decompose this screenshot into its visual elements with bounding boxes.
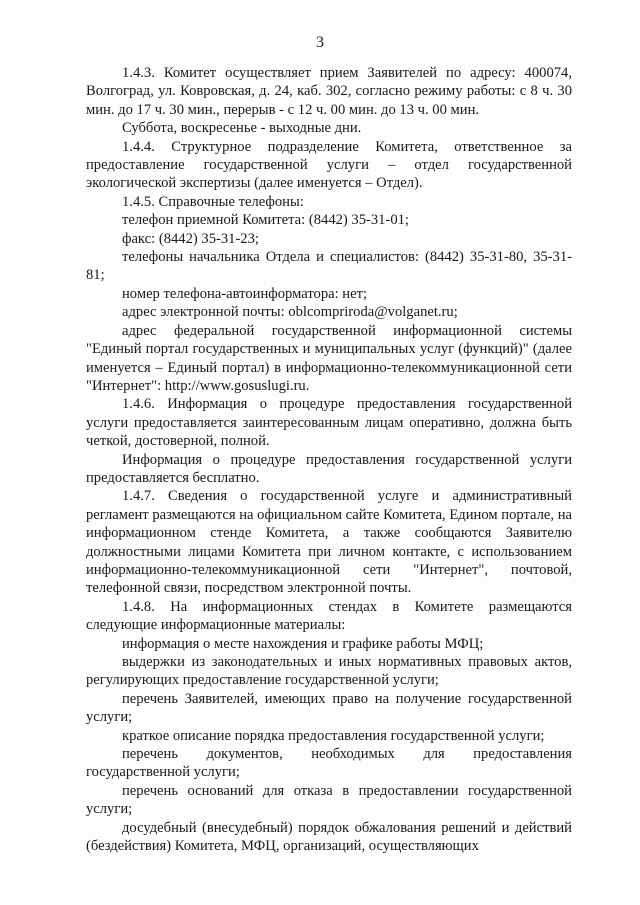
- paragraph-publication: 1.4.7. Сведения о государственной услуге и административный регламент размещаются на официальном сайте Комитета, Едином портале, на информационном стенде Комитета, а также сообщаются Заявителю должностными лицами Комитета при личном контакте, с использованием информационно-телекоммуникационной сети "Интернет", почтовой, телефонной связи, посредством электронной почты.: [86, 488, 572, 597]
- list-item-appeal-procedure: досудебный (внесудебный) порядок обжалования решений и действий (бездействия) Комитета, МФЦ, организаций, осуществляющих: [86, 819, 572, 855]
- list-item-legal-extracts: выдержки из законодательных и иных нормативных правовых актов, регулирующих предоставление государственной услуги;: [86, 654, 572, 689]
- list-item-applicants: перечень Заявителей, имеющих право на получение государственной услуги;: [86, 690, 572, 726]
- list-item-mfc-info: информация о месте нахождения и графике работы МФЦ;: [122, 635, 484, 652]
- list-item-procedure-summary: краткое описание порядка предоставления государственной услуги;: [122, 727, 545, 744]
- paragraph-reception-address: 1.4.3. Комитет осуществляет прием Заявителей по адресу: 400074, Волгоград, ул. Ковровская, д. 24, каб. 302, согласно режиму работы: с 8 ч. 30 мин. до 17 ч. 30 мин., перерыв - с 12 ч. 00 мин. до 13 ч. 00 мин.: [86, 65, 572, 118]
- paragraph-info-procedure: 1.4.6. Информация о процедуре предоставления государственной услуги предоставляется заинтересованным лицам оперативно, должна быть четкой, достоверной, полной.: [86, 396, 572, 450]
- paragraph-phones-heading: 1.4.5. Справочные телефоны:: [122, 193, 304, 210]
- paragraph-autoinformer: номер телефона-автоинформатора: нет;: [122, 285, 368, 302]
- paragraph-portal: адрес федеральной государственной информационной системы "Единый портал государственных и муниципальных услуг (функций)" (далее именуется – Единый портал) в информационно-телекоммуникационной сети "Интернет": http://www.gosuslugi.ru.: [86, 322, 572, 394]
- list-item-documents: перечень документов, необходимых для предоставления государственной услуги;: [86, 746, 572, 781]
- paragraph-department: 1.4.4. Структурное подразделение Комитета, ответственное за предоставление государственной услуги – отдел государственной экологической экспертизы (далее именуется – Отдел).: [86, 138, 572, 192]
- paragraph-info-free: Информация о процедуре предоставления государственной услуги предоставляется бесплатно.: [86, 451, 572, 486]
- paragraph-department-phones: телефоны начальника Отдела и специалистов: (8442) 35-31-80, 35-31-81;: [86, 249, 572, 284]
- list-item-refusal-grounds: перечень оснований для отказа в предоставлении государственной услуги;: [86, 782, 572, 818]
- paragraph-email: адрес электронной почты: oblcompriroda@volganet.ru;: [122, 304, 458, 321]
- document-body: [86, 64, 572, 855]
- page-number: 3: [316, 34, 324, 51]
- paragraph-reception-phone: телефон приемной Комитета: (8442) 35-31-01;: [122, 212, 409, 229]
- paragraph-fax: факс: (8442) 35-31-23;: [122, 230, 259, 247]
- paragraph-stands: 1.4.8. На информационных стендах в Комитете размещаются следующие информационные материалы:: [86, 598, 572, 634]
- paragraph-weekend: Суббота, воскресенье - выходные дни.: [122, 120, 362, 137]
